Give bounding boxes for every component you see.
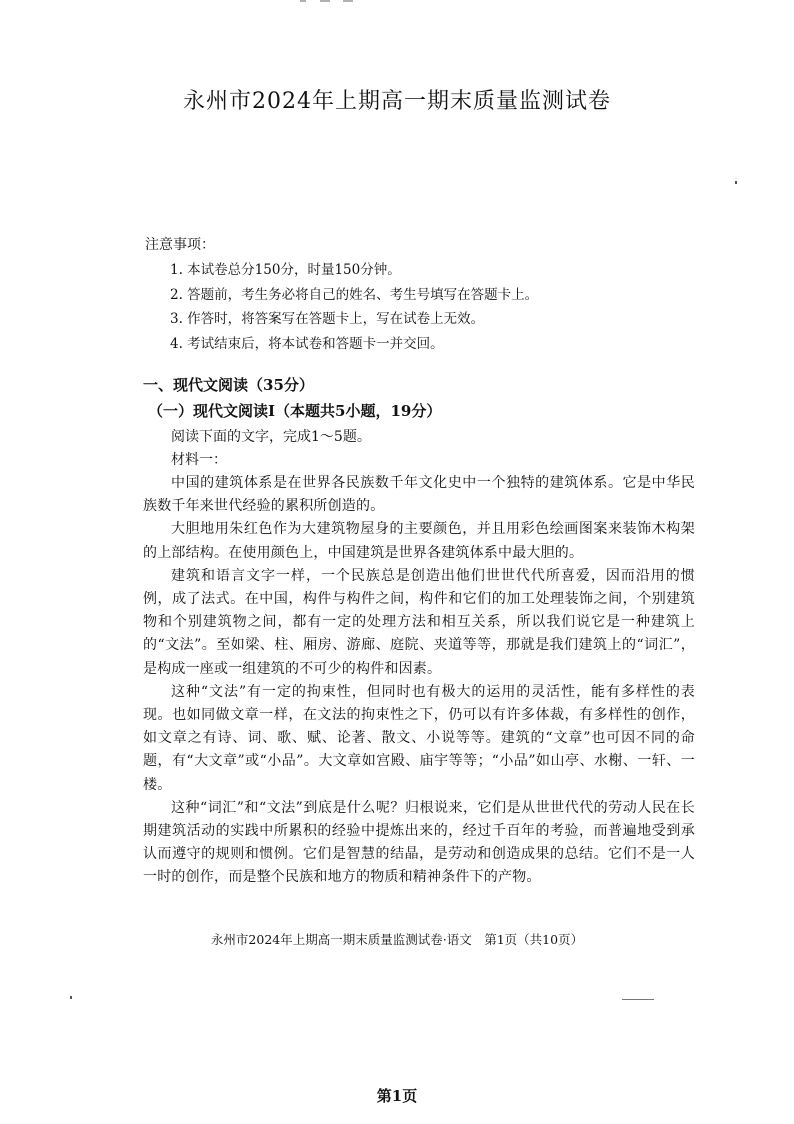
- page-title: 永州市2024年上期高一期末质量监测试卷: [183, 89, 611, 114]
- notes-item-3: 3. 作答时，将答案写在答题卡上，写在试卷上无效。: [170, 311, 485, 327]
- scan-mark-top: [298, 0, 358, 5]
- reading-passage: [143, 472, 695, 890]
- passage-paragraph-2: 大胆地用朱红色作为大建筑物屋身的主要颜色，并且用彩色绘画图案来装饰木构架的上部结构。在使用颜色上，中国建筑是世界各建筑体系中最大胆的。: [143, 521, 695, 561]
- passage-paragraph-1: 中国的建筑体系是在世界各民族数千年文化史中一个独特的建筑体系。它是中华民族数千年来世代经验的累积所创造的。: [143, 475, 695, 515]
- page-footer: 永州市2024年上期高一期末质量监测试卷·语文 第1页（共10页）: [210, 932, 584, 947]
- passage-paragraph-4: 这种“文法”有一定的拘束性，但同时也有极大的运用的灵活性，能有多样性的表现。也如同做文章一样，在文法的拘束性之下，仍可以有许多体裁，有多样性的创作，如文章之有诗、词、歌、赋、论著、散文、小说等等。建筑的“文章”也可因不同的命题，有“大文章”或“小品”。大文章如宫殿、庙宇等等；“小品”如山亭、水榭、一轩、一楼。: [143, 683, 695, 793]
- passage-paragraph-5: 这种“词汇”和“文法”到底是什么呢？归根说来，它们是从世世代代的劳动人民在长期建筑活动的实践中所累积的经验中提炼出来的，经过千百年的考验，而普遍地受到承认而遵守的规则和惯例。它们是智慧的结晶，是劳动和创造成果的总结。它们不是一人一时的创作，而是整个民族和地方的物质和精神条件下的产物。: [143, 799, 695, 886]
- reading-instruction: 阅读下面的文字，完成1～5题。: [171, 429, 371, 445]
- notes-heading: 注意事项：: [145, 237, 215, 253]
- notes-item-4: 4. 考试结束后，将本试卷和答题卡一并交回。: [170, 335, 444, 352]
- scan-speck-right: [735, 181, 737, 184]
- subsection-heading: （一）现代文阅读Ⅰ（本题共5小题，19分）: [148, 402, 442, 420]
- notes-item-2: 2. 答题前，考生务必将自己的姓名、考生号填写在答题卡上。: [170, 286, 539, 303]
- material-label: 材料一：: [171, 452, 227, 468]
- passage-paragraph-3: 建筑和语言文字一样，一个民族总是创造出他们世世代代所喜爱，因而沿用的惯例，成了法式。在中国，构件与构件之间，构件和它们的加工处理装饰之间，个别建筑物和个别建筑物之间，都有一定的处理方法和相互关系，所以我们说它是一种建筑上的“文法”。至如梁、柱、厢房、游廊、庭院、夹道等等，那就是我们建筑上的“词汇”，是构成一座或一组建筑的不可少的构件和因素。: [143, 567, 695, 677]
- notes-item-1: 1. 本试卷总分150分，时量150分钟。: [170, 262, 401, 278]
- notes-list: [170, 258, 538, 356]
- page-number: 第1页: [376, 1087, 418, 1105]
- scan-rule: [622, 999, 654, 1000]
- section-heading: 一、现代文阅读（35分）: [143, 376, 314, 394]
- scan-speck-left: [70, 996, 72, 999]
